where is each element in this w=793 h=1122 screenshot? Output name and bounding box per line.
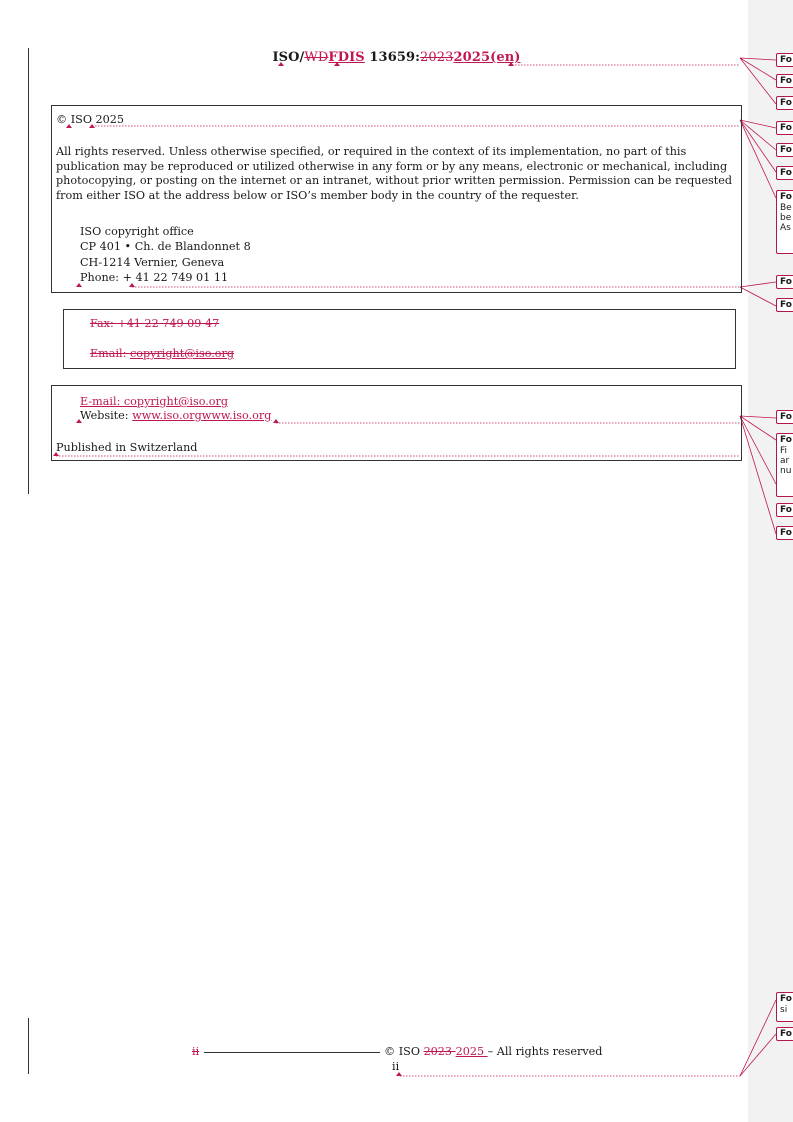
comment-balloon-7-line2: be (780, 213, 792, 223)
footer-copy-prefix: © ISO (384, 1045, 424, 1058)
comment-balloon-11-title: Fo (780, 435, 792, 445)
header-number: 13659: (364, 50, 421, 65)
deleted-fax: Fax: +41 22 749 09 47 (90, 317, 220, 330)
comment-balloon-7-line3: As (780, 223, 791, 233)
footer-page-number: ii (392, 1060, 400, 1073)
revision-anchor (53, 452, 59, 456)
deleted-email (90, 347, 234, 361)
header-inserted-year: 2025(en) (453, 50, 521, 65)
comment-balloon-13[interactable]: Fo (776, 526, 793, 540)
comment-balloon-11[interactable] (776, 433, 793, 497)
footer-deleted-year: 2023 (423, 1045, 456, 1058)
website-line (80, 409, 271, 423)
comment-balloon-14[interactable] (776, 992, 793, 1022)
header-iso-prefix: ISO/ (272, 50, 305, 65)
website-label: Website: (80, 409, 133, 422)
revision-anchor (76, 419, 82, 423)
comment-balloon-2[interactable]: Fo (776, 74, 793, 88)
website-deleted-link[interactable]: www.iso.org (132, 409, 202, 422)
deleted-email-link[interactable]: copyright@iso.org (129, 347, 235, 360)
comment-balloon-15[interactable]: Fo (776, 1027, 793, 1041)
revision-anchor (273, 419, 279, 423)
header-inserted-stage: FDIS (328, 50, 365, 65)
comment-balloon-14-line1: si (780, 1005, 788, 1015)
comment-balloon-14-title: Fo (780, 994, 792, 1004)
copyright-office: ISO copyright office (80, 225, 194, 238)
comment-balloon-7-title: Fo (780, 192, 792, 202)
revision-anchor (76, 283, 82, 287)
revision-anchor (334, 62, 340, 66)
comment-balloon-7-line1: Be (780, 203, 792, 213)
rights-paragraph: All rights reserved. Unless otherwise specified, or required in the context of its implementation, no part of this publication may be reproduced or utilized otherwise in any form or by any means, electronic or mechanical, including photocopying, or posting on the internet or an intranet, without prior written permission. Permission can be requested from either ISO at the address below or ISO’s member body in the country of the requester. (56, 145, 733, 202)
revision-anchor (129, 283, 135, 287)
header-deleted-year: 2023 (420, 50, 454, 65)
comment-balloon-11-line2: ar (780, 456, 790, 466)
comment-balloon-10[interactable]: Fo (776, 410, 793, 424)
office-phone: Phone: + 41 22 749 01 11 (80, 271, 229, 284)
comment-balloon-11-line1: Fi (780, 446, 788, 456)
office-address-2: CH-1214 Vernier, Geneva (80, 256, 225, 269)
published-location: Published in Switzerland (56, 441, 198, 454)
deleted-email-label: Email: (90, 347, 130, 360)
document-header (0, 50, 793, 65)
inserted-email[interactable]: E-mail: copyright@iso.org (80, 395, 229, 408)
footer-copyright (384, 1045, 602, 1058)
footer-rule (204, 1052, 380, 1053)
comment-balloon-12[interactable]: Fo (776, 503, 793, 517)
website-inserted-link[interactable]: www.iso.org (201, 409, 272, 422)
revision-anchor (66, 124, 72, 128)
copyright-line: © ISO 2025 (56, 113, 125, 126)
comment-balloon-5[interactable]: Fo (776, 143, 793, 157)
comment-balloon-3[interactable]: Fo (776, 96, 793, 110)
comment-balloon-1[interactable]: Fo (776, 53, 793, 67)
footer-copy-suffix: – All rights reserved (487, 1045, 603, 1058)
revision-anchor (278, 62, 284, 66)
header-deleted-stage: WD (304, 50, 329, 65)
office-address-1: CP 401 • Ch. de Blandonnet 8 (80, 240, 251, 253)
comment-balloon-9[interactable]: Fo (776, 298, 793, 312)
footer-deleted-page: ii (192, 1045, 200, 1058)
comment-balloon-11-line3: nu (780, 466, 792, 476)
comment-balloon-4[interactable]: Fo (776, 121, 793, 135)
revision-anchor (396, 1072, 402, 1076)
comment-balloon-7[interactable] (776, 190, 793, 254)
comment-balloon-8[interactable]: Fo (776, 275, 793, 289)
revision-anchor (508, 62, 514, 66)
comment-balloon-6[interactable]: Fo (776, 166, 793, 180)
footer-inserted-year: 2025 (455, 1045, 488, 1058)
revision-anchor (89, 124, 95, 128)
